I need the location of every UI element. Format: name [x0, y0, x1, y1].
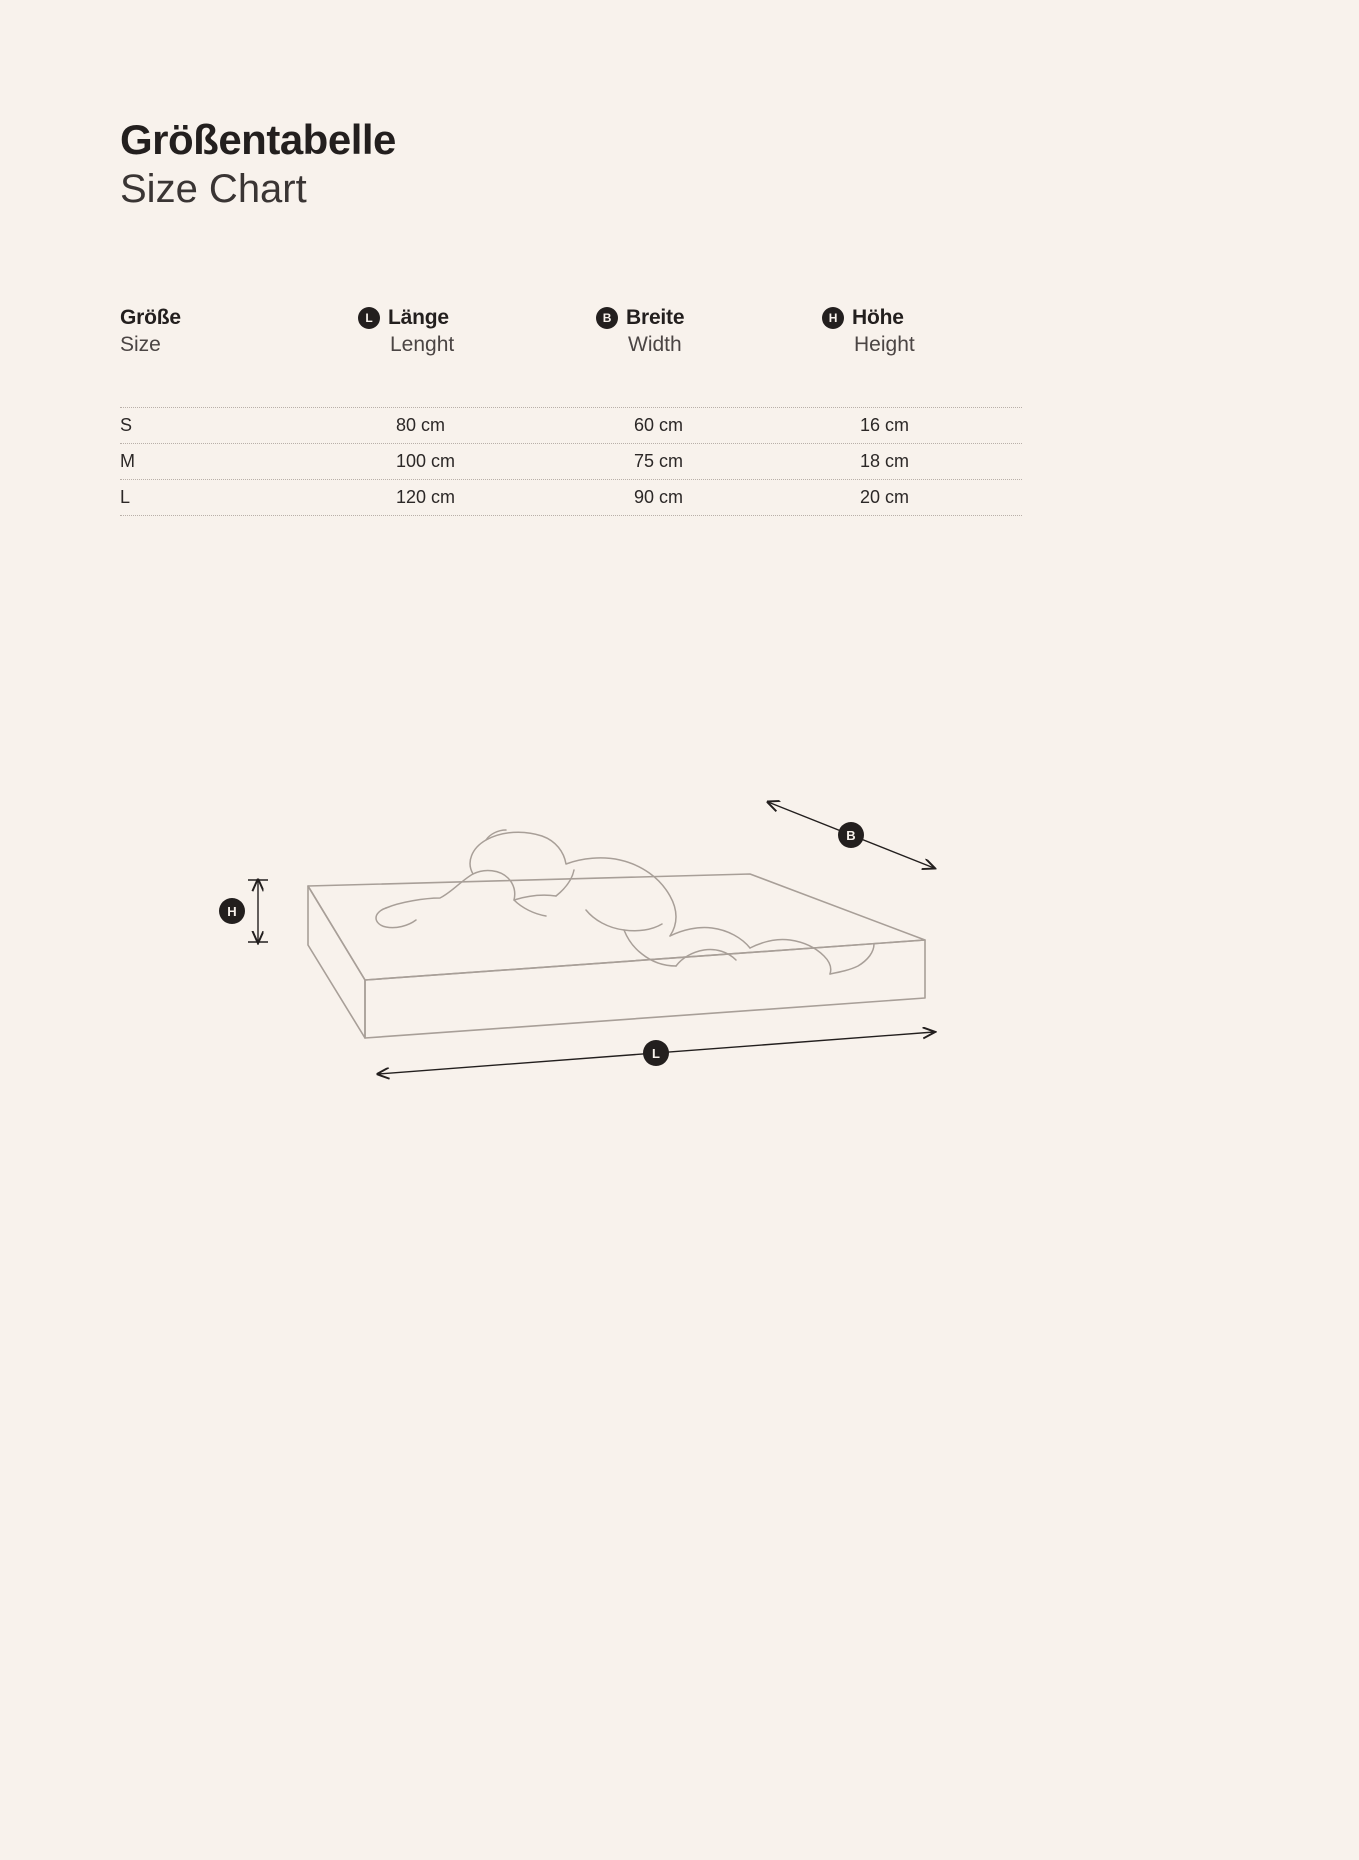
height-dimension-arrow [219, 880, 268, 942]
table-header-length-label-de: Länge [388, 306, 449, 329]
bed-dimension-illustration [190, 770, 980, 1100]
table-header-length-de [358, 305, 596, 330]
table-header-length [358, 305, 596, 358]
cell-width: 60 cm [634, 415, 684, 435]
cell-length: 120 cm [396, 487, 456, 507]
table-row [120, 444, 1022, 480]
table-header-height-de [822, 305, 1022, 330]
table-row [120, 480, 1022, 516]
table-header-row [120, 305, 1022, 379]
table-header-width-de [596, 305, 822, 330]
table-row [120, 407, 1022, 444]
length-badge-label: L [652, 1046, 660, 1061]
table-header-size [120, 305, 358, 358]
cell-height: 20 cm [860, 487, 910, 507]
cell-height: 16 cm [860, 415, 910, 435]
width-badge-icon: B [596, 307, 618, 329]
table-body [120, 407, 1022, 516]
table-header-height-label-de: Höhe [852, 306, 904, 329]
size-table [120, 305, 1022, 516]
length-dimension-arrow [378, 1032, 934, 1074]
page-title-en: Size Chart [120, 167, 307, 212]
table-header-width-en: Width [628, 333, 682, 357]
table-header-length-en: Lenght [390, 333, 455, 357]
height-badge-label: H [227, 904, 237, 919]
width-badge-label: B [846, 828, 856, 843]
cell-length: 100 cm [396, 451, 456, 471]
cell-size: M [120, 451, 135, 471]
dog-outline [376, 830, 874, 974]
cell-width: 75 cm [634, 451, 684, 471]
page-title-de: Größentabelle [120, 116, 396, 163]
width-dimension-arrow [768, 802, 934, 868]
table-header-width [596, 305, 822, 358]
table-header-width-label-de: Breite [626, 306, 685, 329]
table-header-size-en: Size [120, 333, 161, 357]
length-badge-icon: L [358, 307, 380, 329]
mattress-shape [308, 874, 925, 1038]
table-header-height-en: Height [854, 333, 915, 357]
table-header-size-label-de: Größe [120, 306, 181, 329]
page-title-block [120, 118, 1020, 212]
table-header-height [822, 305, 1022, 358]
cell-size: L [120, 487, 131, 507]
cell-size: S [120, 415, 133, 435]
table-header-size-de [120, 305, 358, 330]
cell-width: 90 cm [634, 487, 684, 507]
height-badge-icon: H [822, 307, 844, 329]
cell-height: 18 cm [860, 451, 910, 471]
cell-length: 80 cm [396, 415, 446, 435]
